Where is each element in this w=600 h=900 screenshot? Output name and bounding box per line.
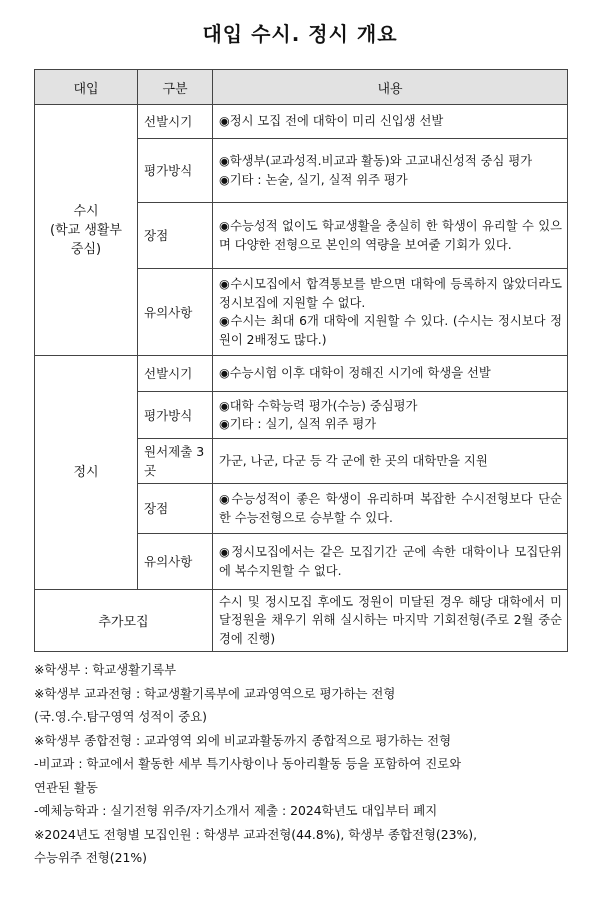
- sub-category: 장점: [138, 203, 213, 269]
- note-line: -예체능학과 : 실기전형 위주/자기소개서 제출 : 2024학년도 대입부터 폐지: [34, 803, 438, 818]
- extra-category: 추가모집: [35, 590, 213, 652]
- note-line: ※학생부 : 학교생활기록부: [34, 662, 177, 677]
- susi-sublabel: 중심): [70, 241, 102, 257]
- content-line: ◉수시는 최대 6개 대학에 지원할 수 있다. (수시는 정시보다 정원이 2배정도 많다.): [219, 314, 562, 347]
- header-category: 구분: [138, 70, 213, 105]
- sub-category: 선발시기: [138, 105, 213, 139]
- content-line: ◉수시모집에서 합격통보를 받으면 대학에 등록하지 않았더라도 정시보집에 지원할 수 없다.: [219, 277, 562, 310]
- header-content: 내용: [213, 70, 568, 105]
- row-content: [213, 269, 568, 356]
- content-line: ◉학생부(교과성적.비교과 활동)와 고교내신성적 중심 평가: [219, 154, 533, 168]
- susi-label: 수시: [73, 203, 99, 219]
- row-content: [213, 105, 568, 139]
- jungsi-category: [35, 356, 138, 590]
- note-line: ※학생부 교과전형 : 학교생활기록부에 교과영역으로 평가하는 전형: [34, 685, 396, 701]
- sub-category: 원서제출 3곳: [138, 439, 213, 484]
- note-line: -비교과 : 학교에서 활동한 세부 특기사항이나 동아리활동 등을 포함하여 진로와: [34, 756, 462, 771]
- table-row: [35, 356, 568, 392]
- content-line: 수시 및 정시모집 후에도 정원이 미달된 경우 해당 대학에서 미달정원을 채우기 위해 실시하는 마지막 기회전형(주로 2월 중순경에 진행): [219, 594, 562, 646]
- row-content: [213, 439, 568, 484]
- table-row: [35, 105, 568, 139]
- sub-category: 장점: [138, 484, 213, 534]
- content-line: 가군, 나군, 다군 등 각 군에 한 곳의 대학만을 지원: [219, 453, 488, 468]
- note-line: (국.영.수.탐구영역 성적이 중요): [34, 709, 207, 724]
- row-content: [213, 139, 568, 203]
- content-line: ◉수능시험 이후 대학이 정해진 시기에 학생을 선발: [219, 366, 491, 381]
- page-title: 대입 수시. 정시 개요: [202, 22, 398, 46]
- content-line: ◉정시모집에서는 같은 모집기간 군에 속한 대학이나 모집단위에 복수지원할 수 없다.: [219, 545, 562, 578]
- table-header-row: [35, 70, 568, 105]
- admissions-table: [34, 69, 568, 652]
- row-content: [213, 356, 568, 392]
- table-row: [35, 590, 568, 652]
- note-line: ※학생부 종합전형 : 교과영역 외에 비교과활동까지 종합적으로 평가하는 전형: [34, 732, 452, 748]
- row-content: [213, 392, 568, 439]
- row-content: [213, 534, 568, 590]
- sub-category: 유의사항: [138, 534, 213, 590]
- row-content: [213, 590, 568, 652]
- content-line: ◉기타 : 논술, 실기, 실적 위주 평가: [219, 172, 408, 187]
- header-admission: 대입: [35, 70, 138, 105]
- susi-sublabel: (학교 생활부: [50, 222, 122, 238]
- footnotes: [34, 658, 574, 870]
- sub-category: 평가방식: [138, 392, 213, 439]
- row-content: [213, 484, 568, 534]
- jungsi-label: 정시: [73, 465, 99, 480]
- sub-category: 선발시기: [138, 356, 213, 392]
- note-line: 연관된 활동: [34, 779, 98, 795]
- content-line: ◉기타 : 실기, 실적 위주 평가: [219, 417, 377, 431]
- content-line: ◉수능성적이 좋은 학생이 유리하며 복잡한 수시전형보다 단순한 수능전형으로 승부할 수 있다.: [219, 492, 562, 525]
- susi-category: [35, 105, 138, 356]
- row-content: [213, 203, 568, 269]
- content-line: ◉대학 수학능력 평가(수능) 중심평가: [219, 398, 418, 413]
- note-line: 수능위주 전형(21%): [34, 850, 147, 865]
- content-line: ◉수능성적 없이도 학교생활을 충실히 한 학생이 유리할 수 있으며 다양한 전형으로 본인의 역량을 보여줄 기회가 있다.: [219, 219, 562, 252]
- sub-category: 유의사항: [138, 269, 213, 356]
- sub-category: 평가방식: [138, 139, 213, 203]
- note-line: ※2024년도 전형별 모집인원 : 학생부 교과전형(44.8%), 학생부 종합전형(23%),: [34, 826, 478, 842]
- content-line: ◉정시 모집 전에 대학이 미리 신입생 선발: [219, 114, 444, 129]
